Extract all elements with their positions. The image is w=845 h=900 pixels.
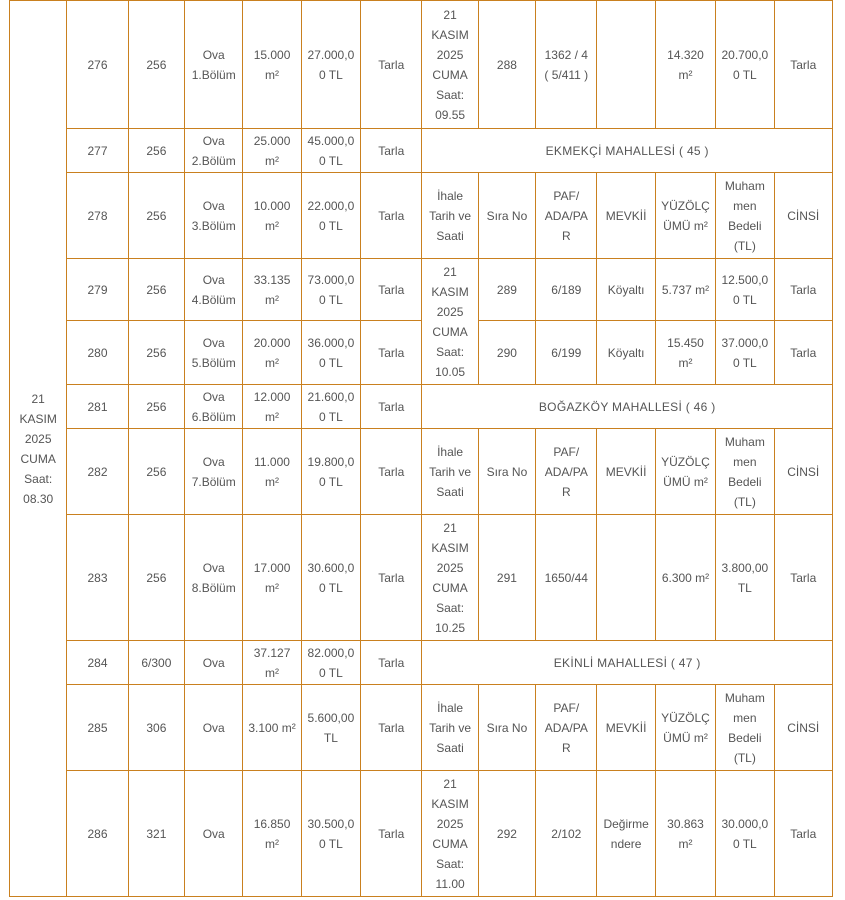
yuzolcumu: 11.000 m² [243,429,301,515]
left-auction-date: 21 KASIM 2025 CUMA Saat: 08.30 [10,1,67,897]
sira-no: 281 [67,385,128,429]
sira-no: 277 [67,129,128,173]
muhammen-bedel: 30.500,0 0 TL [301,771,360,897]
table-row [10,685,833,771]
ada-parsel: 256 [128,259,184,321]
muhammen-bedel: 21.600,0 0 TL [301,385,360,429]
mevki: Ova [185,771,243,897]
section-heading: BOĞAZKÖY MAHALLESİ ( 46 ) [422,385,833,429]
header-cinsi: CİNSİ [774,173,832,259]
muhammen-bedel: 82.000,0 0 TL [301,641,360,685]
sira-no: 280 [67,321,128,385]
sira-no: 283 [67,515,128,641]
yuzolcumu: 17.000 m² [243,515,301,641]
header-ihale-tarih: İhale Tarih ve Saati [422,173,478,259]
muhammen-bedel: 36.000,0 0 TL [301,321,360,385]
cinsi: Tarla [361,385,422,429]
yuzolcumu: 15.450 m² [655,321,715,385]
header-yuzolcumu: YÜZÖLÇ ÜMÜ m² [655,429,715,515]
yuzolcumu: 15.000 m² [243,1,301,129]
header-ada-parsel: PAF/ ADA/PA R [536,685,597,771]
mevki: Ova 8.Bölüm [185,515,243,641]
cinsi: Tarla [774,515,832,641]
table-row [10,1,833,129]
sira-no: 286 [67,771,128,897]
section-heading: EKMEKÇİ MAHALLESİ ( 45 ) [422,129,833,173]
table-row [10,173,833,259]
muhammen-bedel: 22.000,0 0 TL [301,173,360,259]
auction-date: 21 KASIM 2025 CUMA Saat: 09.55 [422,1,478,129]
ada-parsel: 1650/44 [536,515,597,641]
muhammen-bedel: 45.000,0 0 TL [301,129,360,173]
ada-parsel: 256 [128,321,184,385]
table-row [10,259,833,321]
mevki: Ova 2.Bölüm [185,129,243,173]
muhammen-bedel: 5.600,00 TL [301,685,360,771]
header-muhammen-bedel: Muham men Bedeli (TL) [716,685,774,771]
ada-parsel: 256 [128,429,184,515]
sira-no: 292 [478,771,535,897]
cinsi: Tarla [361,259,422,321]
mevki [597,515,655,641]
mevki: Ova [185,641,243,685]
cinsi: Tarla [774,1,832,129]
ada-parsel: 1362 / 4 ( 5/411 ) [536,1,597,129]
muhammen-bedel: 30.000,0 0 TL [716,771,774,897]
ada-parsel: 6/199 [536,321,597,385]
muhammen-bedel: 20.700,0 0 TL [716,1,774,129]
yuzolcumu: 6.300 m² [655,515,715,641]
mevki: Ova 5.Bölüm [185,321,243,385]
header-ada-parsel: PAF/ ADA/PA R [536,429,597,515]
muhammen-bedel: 12.500,0 0 TL [716,259,774,321]
header-muhammen-bedel: Muham men Bedeli (TL) [716,173,774,259]
sira-no: 285 [67,685,128,771]
yuzolcumu: 30.863 m² [655,771,715,897]
yuzolcumu: 10.000 m² [243,173,301,259]
sira-no: 289 [478,259,535,321]
ada-parsel: 256 [128,515,184,641]
yuzolcumu: 16.850 m² [243,771,301,897]
yuzolcumu: 12.000 m² [243,385,301,429]
table-row [10,429,833,515]
yuzolcumu: 3.100 m² [243,685,301,771]
auction-date: 21 KASIM 2025 CUMA Saat: 10.05 [422,259,478,385]
section-heading: EKİNLİ MAHALLESİ ( 47 ) [422,641,833,685]
yuzolcumu: 5.737 m² [655,259,715,321]
cinsi: Tarla [774,321,832,385]
yuzolcumu: 20.000 m² [243,321,301,385]
mevki: Ova [185,685,243,771]
cinsi: Tarla [361,515,422,641]
cinsi: Tarla [361,321,422,385]
table-row [10,515,833,641]
mevki: Ova 1.Bölüm [185,1,243,129]
header-sira-no: Sıra No [478,429,535,515]
header-mevki: MEVKİİ [597,173,655,259]
header-ada-parsel: PAF/ ADA/PA R [536,173,597,259]
muhammen-bedel: 27.000,0 0 TL [301,1,360,129]
ada-parsel: 256 [128,173,184,259]
cinsi: Tarla [361,771,422,897]
sira-no: 278 [67,173,128,259]
mevki: Değirme ndere [597,771,655,897]
cinsi: Tarla [774,771,832,897]
sira-no: 282 [67,429,128,515]
yuzolcumu: 37.127 m² [243,641,301,685]
cinsi: Tarla [361,173,422,259]
mevki [597,1,655,129]
table-row [10,321,833,385]
mevki: Ova 6.Bölüm [185,385,243,429]
header-mevki: MEVKİİ [597,685,655,771]
cinsi: Tarla [361,641,422,685]
mevki: Köyaltı [597,321,655,385]
sira-no: 290 [478,321,535,385]
muhammen-bedel: 30.600,0 0 TL [301,515,360,641]
table-row [10,771,833,897]
header-ihale-tarih: İhale Tarih ve Saati [422,429,478,515]
muhammen-bedel: 3.800,00 TL [716,515,774,641]
table-row [10,641,833,685]
muhammen-bedel: 73.000,0 0 TL [301,259,360,321]
cinsi: Tarla [361,1,422,129]
muhammen-bedel: 19.800,0 0 TL [301,429,360,515]
header-muhammen-bedel: Muham men Bedeli (TL) [716,429,774,515]
header-yuzolcumu: YÜZÖLÇ ÜMÜ m² [655,173,715,259]
table-row [10,129,833,173]
header-sira-no: Sıra No [478,173,535,259]
mevki: Köyaltı [597,259,655,321]
ada-parsel: 2/102 [536,771,597,897]
mevki: Ova 7.Bölüm [185,429,243,515]
cinsi: Tarla [774,259,832,321]
header-cinsi: CİNSİ [774,685,832,771]
yuzolcumu: 25.000 m² [243,129,301,173]
header-yuzolcumu: YÜZÖLÇ ÜMÜ m² [655,685,715,771]
sira-no: 291 [478,515,535,641]
ada-parsel: 306 [128,685,184,771]
header-ihale-tarih: İhale Tarih ve Saati [422,685,478,771]
table-row [10,385,833,429]
header-sira-no: Sıra No [478,685,535,771]
auction-date: 21 KASIM 2025 CUMA Saat: 10.25 [422,515,478,641]
ada-parsel: 6/300 [128,641,184,685]
sira-no: 279 [67,259,128,321]
ada-parsel: 256 [128,385,184,429]
sira-no: 276 [67,1,128,129]
ada-parsel: 256 [128,1,184,129]
header-mevki: MEVKİİ [597,429,655,515]
ada-parsel: 321 [128,771,184,897]
auction-table [9,0,833,897]
sira-no: 284 [67,641,128,685]
yuzolcumu: 33.135 m² [243,259,301,321]
auction-date: 21 KASIM 2025 CUMA Saat: 11.00 [422,771,478,897]
header-cinsi: CİNSİ [774,429,832,515]
cinsi: Tarla [361,129,422,173]
cinsi: Tarla [361,685,422,771]
mevki: Ova 3.Bölüm [185,173,243,259]
sira-no: 288 [478,1,535,129]
cinsi: Tarla [361,429,422,515]
muhammen-bedel: 37.000,0 0 TL [716,321,774,385]
mevki: Ova 4.Bölüm [185,259,243,321]
ada-parsel: 6/189 [536,259,597,321]
yuzolcumu: 14.320 m² [655,1,715,129]
ada-parsel: 256 [128,129,184,173]
